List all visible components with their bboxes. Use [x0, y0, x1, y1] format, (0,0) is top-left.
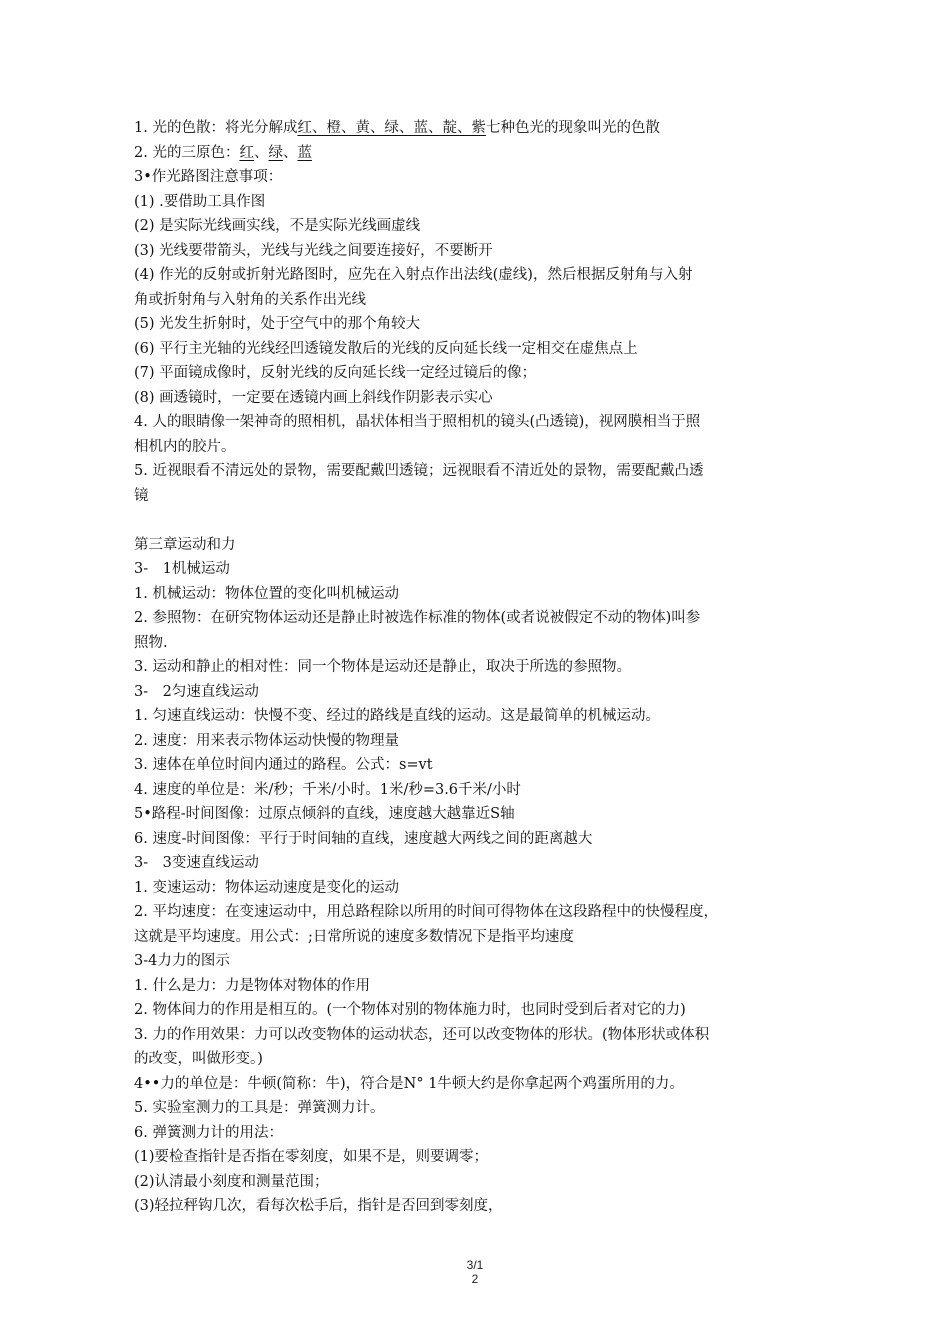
text-line: (2) 是实际光线画实线，不是实际光线画虚线: [134, 218, 421, 234]
text-line: 3- 3变速直线运动: [134, 855, 259, 871]
text-line: (5) 光发生折射时，处于空气中的那个角较大: [134, 316, 421, 332]
text-line: 第三章运动和力: [134, 536, 236, 553]
text-line: 2. 速度：用来表示物体运动快慢的物理量: [134, 732, 399, 749]
page-number-line-2: 2: [471, 1272, 479, 1286]
text-span: 、: [253, 144, 269, 161]
underlined-text: 红: [239, 144, 254, 161]
text-line: (8) 画透镜时，一定要在透镜内画上斜线作阴影表示实心: [134, 389, 493, 406]
text-line: 3. 速体在单位时间内通过的路程。公式：s=vt: [134, 757, 433, 773]
text-span: 七种色光的现象叫光的色散: [485, 120, 660, 136]
text-line: 1. 匀速直线运动：快慢不变、经过的路线是直线的运动。这是最简单的机械运动。: [134, 708, 660, 724]
text-line: (6) 平行主光轴的光线经凹透镜发散后的光线的反向延长线一定相交在虚焦点上: [134, 340, 638, 357]
text-line: 照物.: [134, 634, 168, 651]
text-line: (7) 平面镜成像时，反射光线的反向延长线一定经过镜后的像；: [134, 365, 537, 381]
text-line: 4. 速度的单位是：米/秒；千米/小时。1米/秒=3.6千米/小时: [134, 781, 521, 798]
document-body: [134, 116, 824, 1219]
text-line: 5. 近视眼看不清远处的景物，需要配戴凹透镜；远视眼看不清近处的景物，需要配戴凸透: [134, 463, 704, 479]
text-line: (1) .要借助工具作图: [134, 193, 266, 210]
text-span: 1. 光的色散：将光分解成: [134, 120, 298, 136]
blank-line: [134, 508, 824, 533]
underlined-text: 蓝: [297, 144, 312, 161]
text-line: 1. 机械运动：物体位置的变化叫机械运动: [134, 585, 399, 602]
text-line: 5•路程-时间图像：过原点倾斜的直线，速度越大越靠近S轴: [134, 806, 515, 822]
text-line: 3•作光路图注意事项：: [134, 169, 283, 185]
text-line: 相机内的胶片。: [134, 438, 236, 455]
text-line: 6. 弹簧测力计的用法：: [134, 1124, 283, 1141]
text-line: (2)认清最小刻度和测量范围；: [134, 1173, 329, 1190]
text-line: (1)要检查指针是否指在零刻度，如果不是，则要调零；: [134, 1149, 489, 1165]
page-number-line-1: 3/1: [466, 1258, 484, 1272]
text-line: 2. 参照物：在研究物体运动还是静止时被选作标准的物体(或者说被假定不动的物体)叫参: [134, 610, 701, 626]
page-number: [0, 1258, 950, 1286]
text-line: [134, 116, 824, 141]
text-line: 4. 人的眼睛像一架神奇的照相机，晶状体相当于照相机的镜头(凸透镜)，视网膜相当于照: [134, 414, 701, 430]
text-line: 3. 运动和静止的相对性：同一个物体是运动还是静止，取决于所选的参照物。: [134, 659, 631, 675]
text-line: (3)轻拉秤钩几次，看每次松手后，指针是否回到零刻度，: [134, 1198, 503, 1214]
text-line: 1. 什么是力：力是物体对物体的作用: [134, 977, 370, 994]
text-line: 6. 速度-时间图像：平行于时间轴的直线，速度越大两线之间的距离越大: [134, 830, 593, 847]
text-line: 角或折射角与入射角的关系作出光线: [134, 291, 366, 308]
text-line: 这就是平均速度。用公式：;日常所说的速度多数情况下是指平均速度: [134, 928, 574, 945]
text-line: 2. 平均速度：在变速运动中，用总路程除以所用的时间可得物体在这段路程中的快慢程度，: [134, 904, 718, 920]
text-line: (3) 光线要带箭头，光线与光线之间要连接好，不要断开: [134, 242, 493, 259]
underlined-text: 绿: [268, 144, 283, 161]
text-line: 3-4力力的图示: [134, 953, 230, 969]
underlined-text: 红、橙、黄、绿、蓝、靛、紫: [297, 120, 486, 136]
text-line: 镜: [134, 487, 149, 504]
text-line: 5. 实验室测力的工具是：弹簧测力计。: [134, 1100, 385, 1116]
text-line: 4••力的单位是：牛顿(简称：牛)，符合是N° 1牛顿大约是你拿起两个鸡蛋所用的力。: [134, 1075, 684, 1092]
text-line: 3- 2匀速直线运动: [134, 683, 259, 700]
text-line: 3. 力的作用效果：力可以改变物体的运动状态，还可以改变物体的形状。(物体形状或体积: [134, 1026, 710, 1043]
text-line: (4) 作光的反射或折射光路图时，应先在入射点作出法线(虚线)，然后根据反射角与入射: [134, 267, 693, 283]
text-line: 3- 1机械运动: [134, 561, 230, 577]
text-span: 、: [282, 144, 298, 161]
text-line: 的改变，叫做形变。): [134, 1051, 263, 1067]
text-line: 1. 变速运动：物体运动速度是变化的运动: [134, 879, 399, 896]
text-line: 2. 物体间力的作用是相互的。(一个物体对别的物体施力时，也同时受到后者对它的力): [134, 1002, 686, 1018]
text-line: [134, 141, 824, 166]
text-span: 2. 光的三原色：: [134, 144, 240, 161]
